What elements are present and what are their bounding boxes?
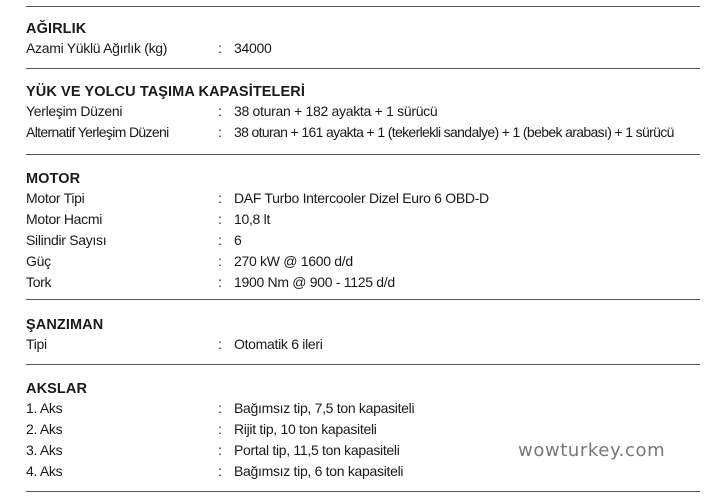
spec-row — [26, 398, 710, 419]
spec-label: Güç — [26, 253, 51, 269]
bottom-divider — [26, 491, 700, 492]
spec-label: 2. Aks — [26, 421, 63, 437]
section-heading: ŞANZIMAN — [26, 317, 104, 333]
spec-value: Otomatik 6 ileri — [234, 336, 323, 352]
spec-colon: : — [218, 40, 222, 56]
spec-value: Portal tip, 11,5 ton kapasiteli — [234, 442, 400, 458]
spec-colon: : — [218, 124, 222, 140]
spec-colon: : — [218, 463, 222, 479]
spec-value: Bağımsız tip, 7,5 ton kapasiteli — [234, 400, 415, 416]
section-heading: AKSLAR — [26, 381, 88, 397]
spec-row — [26, 38, 710, 59]
spec-colon: : — [218, 190, 222, 206]
spec-row — [26, 334, 710, 355]
spec-value: 38 oturan + 182 ayakta + 1 sürücü — [234, 103, 438, 119]
section-kapasiteler — [26, 83, 710, 143]
spec-label: Motor Tipi — [26, 190, 85, 206]
section-motor — [26, 170, 710, 293]
section-heading: AĞIRLIK — [26, 21, 87, 37]
spec-label: 3. Aks — [26, 442, 63, 458]
spec-colon: : — [218, 442, 222, 458]
divider-after-agirlik — [26, 68, 700, 69]
divider-after-sanziman — [26, 364, 700, 365]
spec-label: Tork — [26, 274, 52, 290]
spec-colon: : — [218, 253, 222, 269]
section-agirlik — [26, 20, 710, 59]
spec-colon: : — [218, 232, 222, 248]
spec-colon: : — [218, 400, 222, 416]
spec-row — [26, 209, 710, 230]
spec-value: 38 oturan + 161 ayakta + 1 (tekerlekli sandalye) + 1 (bebek arabası) + 1 sürücü — [234, 124, 674, 140]
spec-label: Tipi — [26, 336, 47, 352]
section-heading: MOTOR — [26, 171, 81, 187]
spec-label: Alternatif Yerleşim Düzeni — [26, 124, 169, 140]
spec-row — [26, 272, 710, 293]
spec-value: 270 kW @ 1600 d/d — [234, 253, 353, 269]
spec-label: Yerleşim Düzeni — [26, 103, 123, 119]
section-sanziman — [26, 316, 710, 355]
spec-colon: : — [218, 103, 222, 119]
spec-value: DAF Turbo Intercooler Dizel Euro 6 OBD-D — [234, 190, 489, 206]
spec-row — [26, 230, 710, 251]
divider-after-kapasiteler — [26, 154, 700, 155]
top-divider — [26, 6, 700, 7]
spec-colon: : — [218, 421, 222, 437]
spec-value: 10,8 lt — [234, 211, 271, 227]
spec-label: Silindir Sayısı — [26, 232, 107, 248]
spec-label: 4. Aks — [26, 463, 63, 479]
spec-label: Motor Hacmi — [26, 211, 103, 227]
section-heading: YÜK VE YOLCU TAŞIMA KAPASİTELERİ — [26, 84, 305, 100]
spec-value: 1900 Nm @ 900 - 1125 d/d — [234, 274, 395, 290]
spec-colon: : — [218, 274, 222, 290]
spec-label: 1. Aks — [26, 400, 63, 416]
spec-label: Azami Yüklü Ağırlık (kg) — [26, 40, 168, 56]
spec-value: Rijit tip, 10 ton kapasiteli — [234, 421, 377, 437]
spec-row — [26, 251, 710, 272]
spec-value: Bağımsız tip, 6 ton kapasiteli — [234, 463, 404, 479]
spec-colon: : — [218, 211, 222, 227]
spec-row — [26, 419, 710, 440]
divider-after-motor — [26, 299, 700, 300]
spec-value: 6 — [234, 232, 242, 248]
watermark: wowturkey.com — [518, 440, 666, 461]
spec-row — [26, 461, 710, 482]
spec-row — [26, 122, 710, 143]
spec-colon: : — [218, 336, 222, 352]
spec-row — [26, 101, 710, 122]
section-akslar — [26, 380, 710, 482]
spec-value: 34000 — [234, 40, 272, 56]
spec-row — [26, 188, 710, 209]
